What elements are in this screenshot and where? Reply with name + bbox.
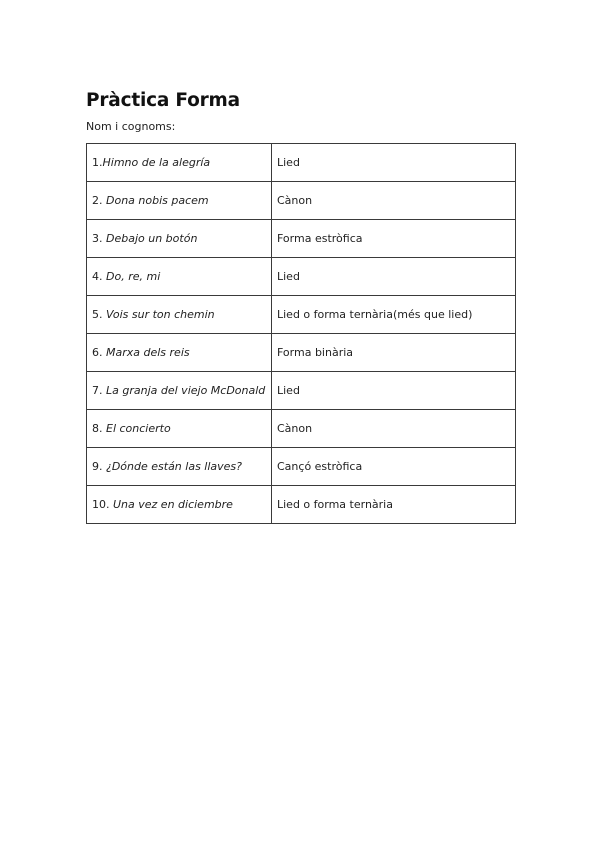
- row-number: 9.: [92, 460, 106, 473]
- row-number: 8.: [92, 422, 106, 435]
- work-title: Himno de la alegría: [102, 156, 211, 169]
- form-cell: Forma estròfica: [272, 220, 516, 258]
- table-row: [87, 144, 516, 182]
- work-title: Vois sur ton chemin: [106, 308, 215, 321]
- work-cell: [87, 182, 272, 220]
- form-cell: Lied: [272, 258, 516, 296]
- form-cell: Cançó estròfica: [272, 448, 516, 486]
- work-cell: [87, 220, 272, 258]
- name-label: Nom i cognoms:: [86, 120, 176, 133]
- work-title: ¿Dónde están las llaves?: [106, 460, 243, 473]
- table-row: [87, 410, 516, 448]
- row-number: 7.: [92, 384, 106, 397]
- work-cell: [87, 258, 272, 296]
- work-cell: [87, 296, 272, 334]
- work-title: Debajo un botón: [106, 232, 198, 245]
- document-title: Pràctica Forma: [86, 90, 240, 111]
- row-number: 4.: [92, 270, 106, 283]
- work-cell: [87, 486, 272, 524]
- row-number: 3.: [92, 232, 106, 245]
- form-cell: Cànon: [272, 182, 516, 220]
- work-cell: [87, 334, 272, 372]
- table-row: [87, 296, 516, 334]
- form-cell: Lied o forma ternària(més que lied): [272, 296, 516, 334]
- row-number: 5.: [92, 308, 106, 321]
- form-cell: Cànon: [272, 410, 516, 448]
- work-title: Do, re, mi: [106, 270, 161, 283]
- work-cell: [87, 372, 272, 410]
- form-cell: Lied o forma ternària: [272, 486, 516, 524]
- work-cell: [87, 410, 272, 448]
- form-cell: Forma binària: [272, 334, 516, 372]
- work-title: Dona nobis pacem: [106, 194, 209, 207]
- work-title: El concierto: [106, 422, 171, 435]
- table-row: [87, 220, 516, 258]
- row-number: 1.: [92, 156, 103, 169]
- table-row: [87, 182, 516, 220]
- work-title: Una vez en diciembre: [113, 498, 233, 511]
- form-cell: Lied: [272, 372, 516, 410]
- row-number: 6.: [92, 346, 106, 359]
- form-cell: Lied: [272, 144, 516, 182]
- forms-table: [86, 143, 516, 524]
- forms-table-body: [87, 144, 516, 524]
- work-cell: [87, 144, 272, 182]
- table-row: [87, 334, 516, 372]
- work-title: La granja del viejo McDonald: [106, 384, 266, 397]
- table-row: [87, 258, 516, 296]
- row-number: 2.: [92, 194, 106, 207]
- work-title: Marxa dels reis: [106, 346, 190, 359]
- table-row: [87, 372, 516, 410]
- row-number: 10.: [92, 498, 113, 511]
- table-row: [87, 486, 516, 524]
- table-row: [87, 448, 516, 486]
- work-cell: [87, 448, 272, 486]
